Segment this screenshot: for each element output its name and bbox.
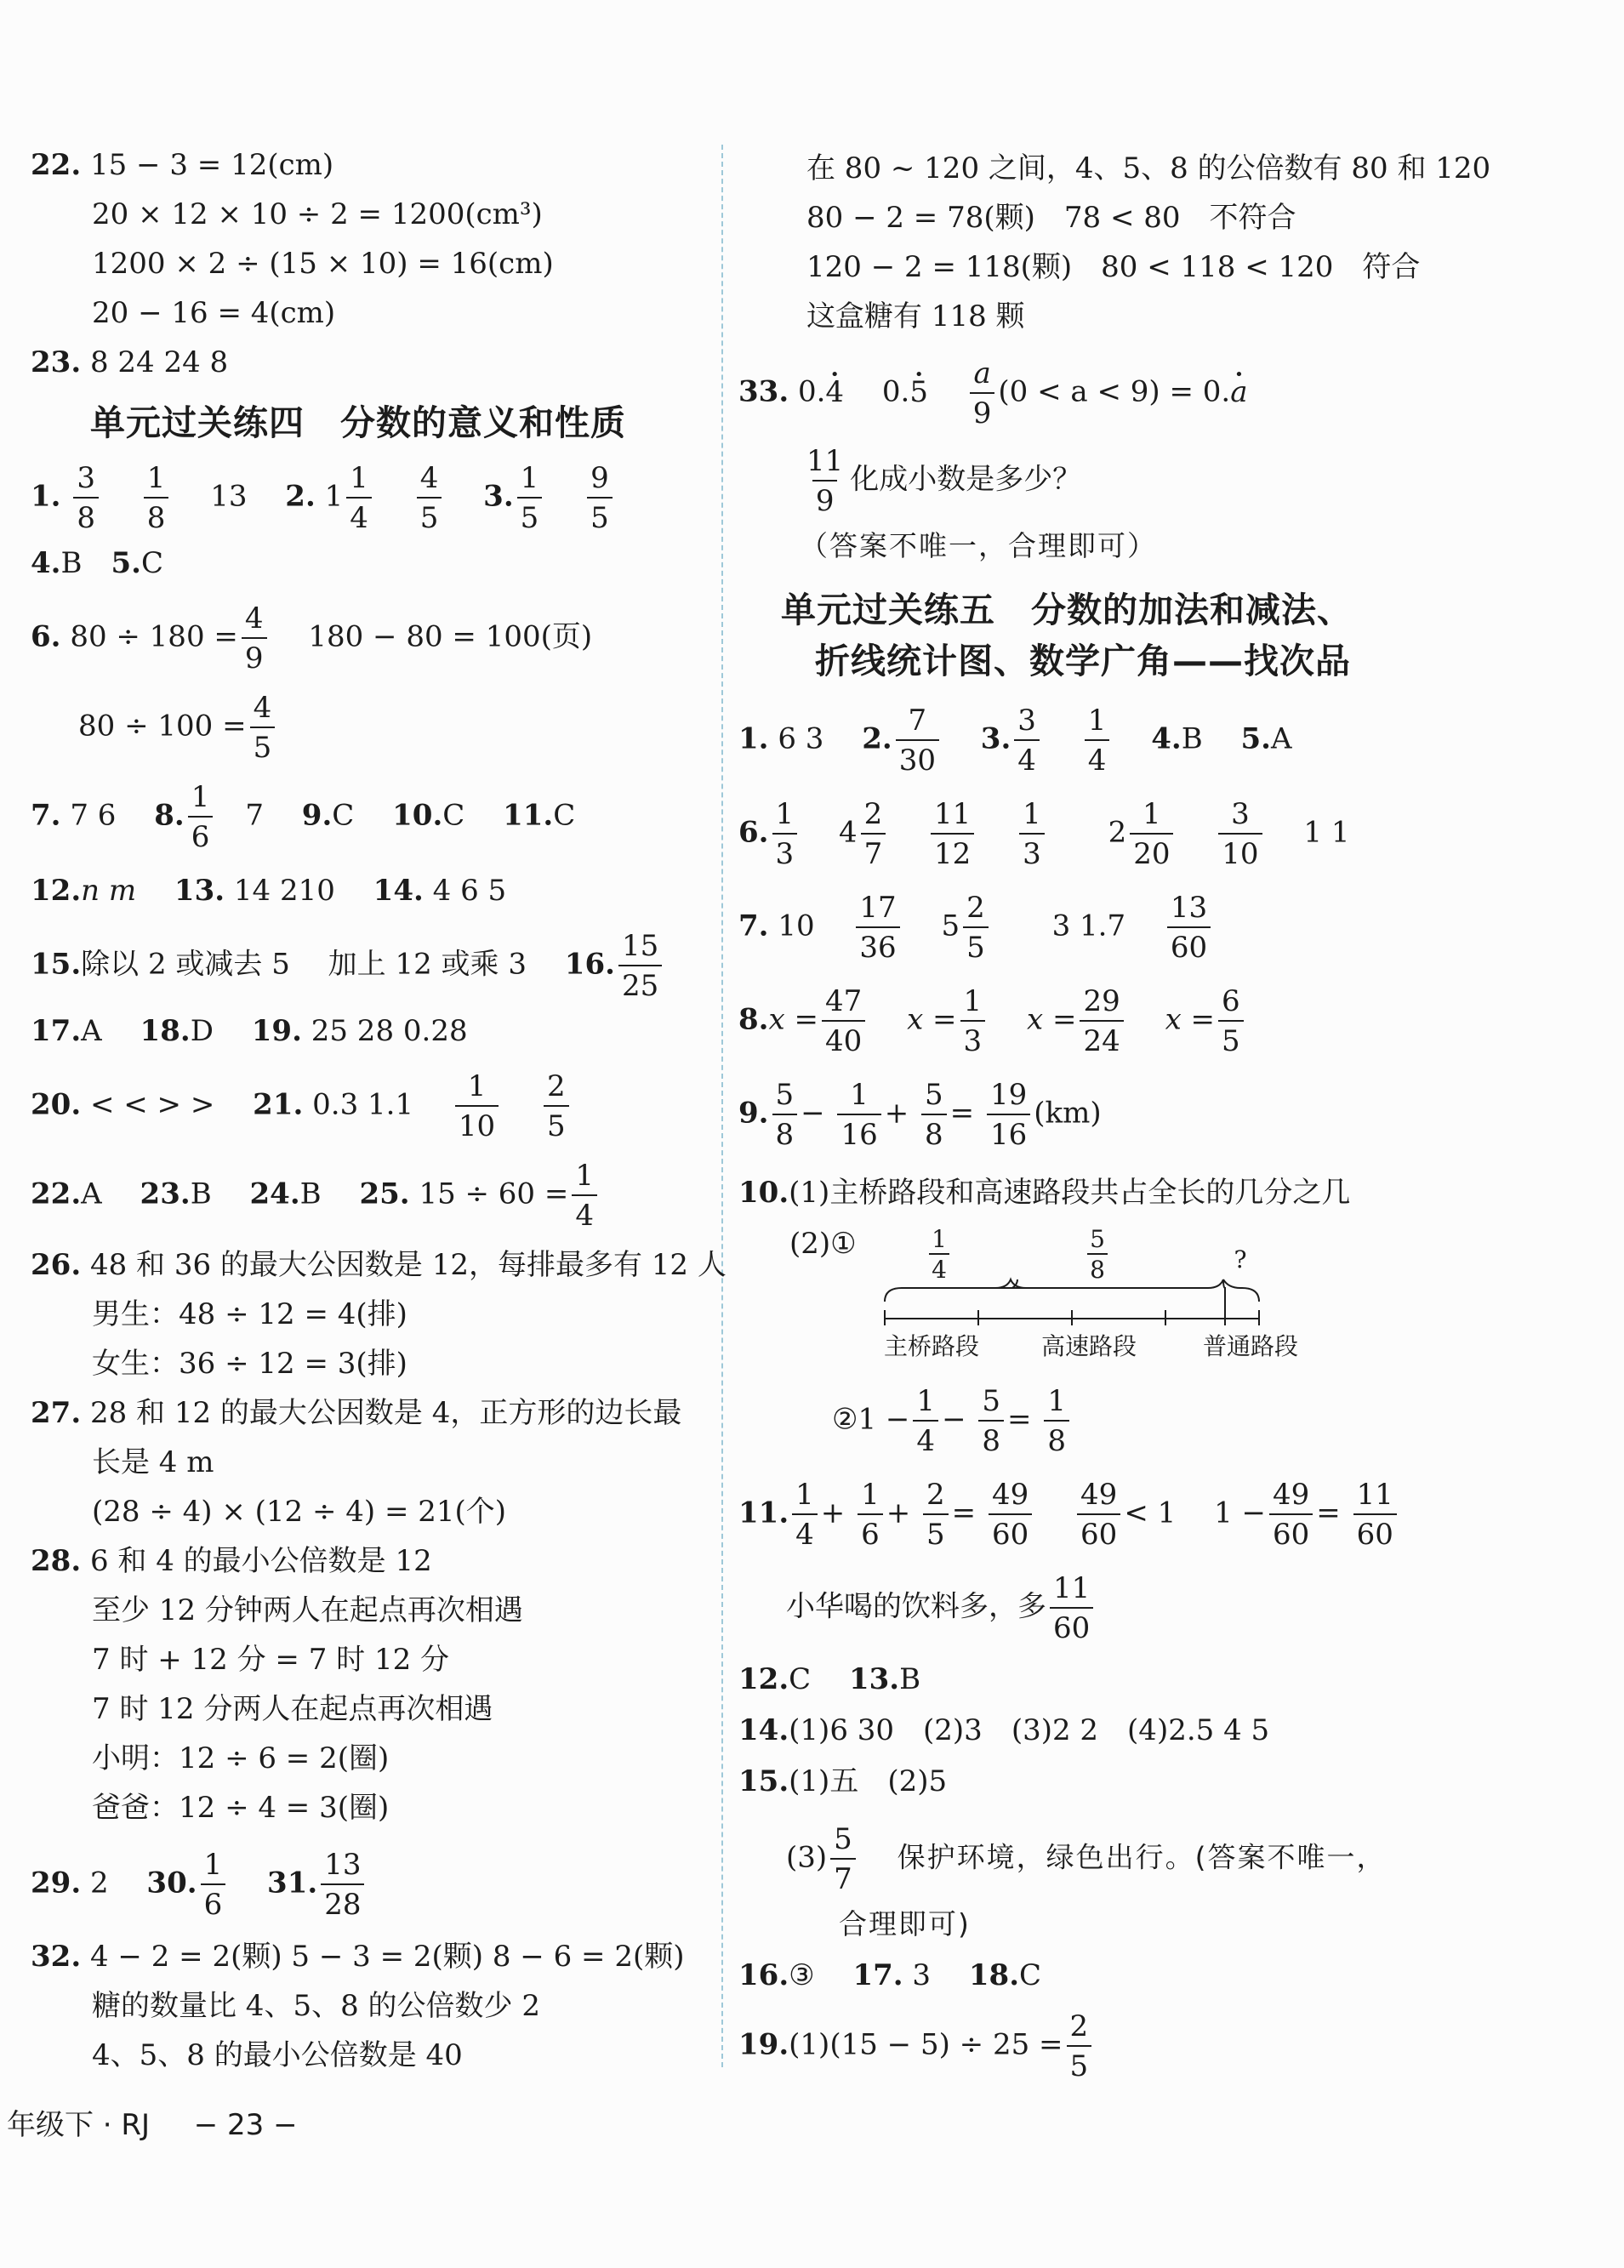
q32-cont-line2: 80 − 2 = 78(颗) 78 < 80 不符合	[806, 201, 1296, 235]
s5-q14: 14.(1)6 30 (2)3 (3)2 2 (4)2.5 4 5	[738, 1713, 1270, 1747]
seg-label-highway: 高速路段	[1040, 1332, 1137, 1360]
q22-line4: 20 − 16 = 4(cm)	[92, 296, 336, 330]
brace-main-bridge	[885, 1279, 1026, 1302]
s4-q26-line2: 男生：48 ÷ 12 = 4(排)	[92, 1297, 407, 1331]
label-unknown: ?	[1234, 1245, 1247, 1274]
s4-q6-line1: 6. 80 ÷ 180 = $\frac{4}{9}$ 180 − 80 = 100(页)	[31, 601, 593, 675]
brace-highway	[1017, 1279, 1223, 1288]
s5-q10-part2: (2)①	[789, 1227, 857, 1261]
s4-q22-q25: 22.A 23.B 24.B 25. 15 ÷ 60 = $\frac{1}{4}$	[31, 1161, 601, 1230]
s5-q8: 8.x = $\frac{47}{40}$ x = $\frac{1}{3}$ x = $\frac{29}{24}$ x = $\frac{6}{5}$	[738, 987, 1247, 1056]
s4-q26-line3: 女生：36 ÷ 12 = 3(排)	[92, 1347, 407, 1381]
s4-q17-q19: 17.A 18.D 19. 25 28 0.28	[31, 1014, 468, 1048]
s5-q12-q13: 12.C 13.B	[738, 1662, 921, 1696]
s5-q10-calc: ②1 − $\frac{1}{4}$ − $\frac{5}{8}$ = $\frac{1}{8}$	[832, 1387, 1073, 1456]
s5-q11-line1: 11. $\frac{1}{4}$ + $\frac{1}{6}$ + $\frac{2}{5}$ = $\frac{49}{60}$ $\frac{49}{60}$ < 1 1 − $\frac{49}{60}$ = $\frac{11}{60}$	[738, 1480, 1400, 1549]
s4-q15-q16: 15.除以 2 或减去 5 加上 12 或乘 3 16. $\frac{15}{25}$	[31, 932, 665, 1000]
s5-q15-line1: 15.(1)五 (2)5	[738, 1764, 948, 1798]
s5-q11-line2: 小华喝的饮料多，多 $\frac{11}{60}$	[786, 1574, 1097, 1643]
seg-label-general: 普通路段	[1202, 1332, 1299, 1360]
q22-line3: 1200 × 2 ÷ (15 × 10) = 16(cm)	[92, 247, 554, 281]
s4-q27-line1: 27. 28 和 12 的最大公因数是 4，正方形的边长最	[31, 1396, 682, 1430]
label-5-8-num: 5	[1090, 1225, 1105, 1253]
s5-q9: 9. $\frac{5}{8}$ − $\frac{1}{16}$ + $\frac{5}{8}$ = $\frac{19}{16}$ (km)	[738, 1078, 1102, 1152]
s5-q16-q18: 16.③ 17. 3 18.C	[738, 1958, 1042, 1992]
s4-q12-q14: 12.n m 13. 14 210 14. 4 6 5	[31, 874, 507, 908]
s4-q27-line3: (28 ÷ 4) × (12 ÷ 4) = 21(个)	[92, 1495, 507, 1529]
s4-q28-line2: 至少 12 分钟两人在起点再次相遇	[92, 1593, 523, 1627]
label-1-4-num: 1	[932, 1225, 947, 1253]
s4-q28-line4: 7 时 12 分两人在起点再次相遇	[92, 1692, 493, 1726]
s4-q32-line3: 4、5、8 的最小公倍数是 40	[92, 2038, 463, 2072]
s4-q1-q3: 1. $\frac{3}{8}$ $\frac{1}{8}$ 13 2. 1 $\frac{1}{4}$ $\frac{4}{5}$ 3. $\frac{1}{5}$ $\frac{9}{5}$	[31, 464, 616, 533]
q33-note: （答案不唯一，合理即可）	[800, 529, 1157, 562]
brace-tip	[1223, 1279, 1242, 1288]
section4-title: 单元过关练四 分数的意义和性质	[90, 402, 626, 443]
segment-diagram	[868, 1225, 1310, 1361]
section5-title-2: 折线统计图、数学广角——找次品	[815, 641, 1351, 681]
q22-line2: 20 × 12 × 10 ÷ 2 = 1200(cm³)	[92, 197, 543, 231]
s5-q10-line1: 10.(1)主桥路段和高速路段共占全长的几分之几	[738, 1176, 1351, 1210]
q32-cont-line3: 120 − 2 = 118(颗) 80 < 118 < 120 符合	[806, 250, 1421, 284]
s4-q4-q5: 4.B 5.C	[31, 546, 164, 580]
q23: 23. 8 24 24 8	[31, 345, 229, 379]
s4-q7-q11: 7. 7 6 8. $\frac{1}{6}$ 7 9.C 10.C 11.C	[31, 780, 576, 854]
s4-q26-line1: 26. 48 和 36 的最大公因数是 12，每排最多有 12 人	[31, 1248, 727, 1282]
s4-q28-line5: 小明：12 ÷ 6 = 2(圈)	[92, 1741, 390, 1775]
s4-q6-line2: 80 ÷ 100 = $\frac{4}{5}$	[31, 693, 278, 762]
section5-title-1: 单元过关练五 分数的加法和减法、	[781, 590, 1353, 630]
q33-line2: $\frac{11}{9}$ 化成小数是多少？	[806, 444, 1082, 518]
s5-q19: 19.(1)(15 − 5) ÷ 25 = $\frac{2}{5}$	[738, 2012, 1095, 2081]
s4-q32-line1: 32. 4 − 2 = 2(颗) 5 − 3 = 2(颗) 8 − 6 = 2(颗)	[31, 1940, 685, 1974]
q32-cont-line4: 这盒糖有 118 颗	[806, 299, 1025, 333]
s4-q32-line2: 糖的数量比 4、5、8 的公倍数少 2	[92, 1989, 540, 2023]
brace-general	[1242, 1288, 1259, 1302]
label-5-8-den: 8	[1090, 1256, 1105, 1284]
q32-cont-line1: 在 80 ~ 120 之间，4、5、8 的公倍数有 80 和 120	[806, 151, 1491, 185]
column-divider	[721, 145, 723, 2067]
s4-q29-q31: 29. 2 30. $\frac{1}{6}$ 31. $\frac{13}{28}$	[31, 1850, 368, 1919]
s5-q15-line2: (3) $\frac{5}{7}$ 保护环境，绿色出行。(答案不唯一，	[786, 1822, 1387, 1896]
s5-q1-q5: 1. 6 3 2. $\frac{7}{30}$ 3. $\frac{3}{4}$ $\frac{1}{4}$ 4.B 5.A	[738, 704, 1292, 778]
page-number: − 23 −	[193, 2108, 298, 2142]
s5-q6: 6. $\frac{1}{3}$ 4 $\frac{2}{7}$ $\frac{11}{12}$ $\frac{1}{3}$ 2 $\frac{1}{20}$ $\frac{3}{10}$ 1 1	[738, 797, 1350, 871]
s4-q28-line3: 7 时 + 12 分 = 7 时 12 分	[92, 1643, 450, 1677]
s5-q7: 7. 10 $\frac{17}{36}$ 5 $\frac{2}{5}$ 3 1.7 $\frac{13}{60}$	[738, 893, 1214, 962]
s4-q28-line6: 爸爸：12 ÷ 4 = 3(圈)	[92, 1791, 390, 1825]
brace-right	[1223, 1279, 1225, 1310]
q33-line1: 33. 0.• 4 0.• 5 $\frac{a}{9}$ (0 < a < 9) = 0.• a	[738, 359, 1248, 428]
s4-q20-q21: 20. < < > > 21. 0.3 1.1 $\frac{1}{10}$ $\frac{2}{5}$	[31, 1072, 573, 1141]
seg-label-bridge: 主桥路段	[883, 1332, 980, 1360]
label-1-4-den: 4	[932, 1256, 947, 1284]
s5-q15-line3: 合理即可)	[839, 1907, 971, 1940]
page-footer	[7, 2101, 298, 2143]
s4-q27-line2: 长是 4 m	[92, 1445, 214, 1479]
q22-line1: 22. 15 − 3 = 12(cm)	[31, 148, 334, 182]
s4-q28-line1: 28. 6 和 4 的最小公倍数是 12	[31, 1544, 432, 1578]
grade-label: 年级下 · RJ	[7, 2108, 151, 2142]
